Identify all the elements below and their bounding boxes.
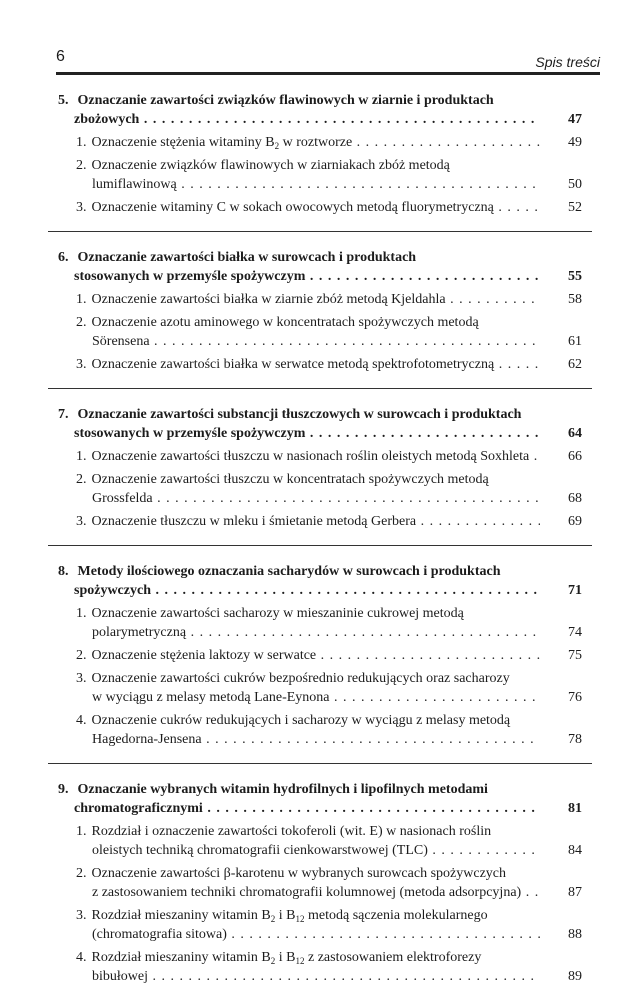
toc-item-line: 2. Oznaczenie zawartości tłuszczu w koncentratach spożywczych metodą xyxy=(76,472,489,487)
toc-item-number: 1. xyxy=(76,135,87,150)
toc-item-page-number: 52 xyxy=(568,200,582,215)
page-header xyxy=(56,44,600,75)
chapter-page-number: 64 xyxy=(568,426,582,441)
chapter-number: 5. xyxy=(58,93,69,108)
toc-item xyxy=(58,646,582,665)
table-of-contents xyxy=(58,91,582,986)
toc-item-line: 3. Oznaczenie tłuszczu w mleku i śmietanie metodą Gerbera . . . xyxy=(76,512,540,531)
toc-item-line: 1. Oznaczenie zawartości sacharozy w mieszaninie cukrowej metodą xyxy=(76,606,464,621)
toc-item-line: 1. Oznaczenie stężenia witaminy $B_2$ w roztworze . . . xyxy=(76,133,540,152)
toc-item xyxy=(58,864,582,902)
chapter-title-line: 7. Oznaczanie zawartości substancji tłuszczowych w surowcach i produktach xyxy=(58,407,522,422)
chapter-title-entry xyxy=(58,780,582,818)
toc-item xyxy=(58,198,582,217)
toc-item-continuation: polarymetryczną . . . xyxy=(76,623,540,642)
toc-item-page-number: 75 xyxy=(568,648,582,663)
toc-item xyxy=(58,355,582,374)
toc-item-page-number: 68 xyxy=(568,491,582,506)
toc-item xyxy=(58,512,582,531)
chapter-title-entry xyxy=(58,405,582,443)
chapter-title-line: 5. Oznaczanie zawartości związków flawinowych w ziarnie i produktach xyxy=(58,93,494,108)
chapter-number: 7. xyxy=(58,407,69,422)
toc-item-continuation: oleistych techniką chromatografii cienkowarstwowej (TLC) . . . xyxy=(76,841,540,860)
toc-item-number: 2. xyxy=(76,648,87,663)
toc-item-line: 2. Oznaczenie zawartości β-karotenu w wybranych surowcach spożywczych xyxy=(76,866,506,881)
toc-item-page-number: 49 xyxy=(568,135,582,150)
subscript: 2 xyxy=(270,914,276,924)
toc-item-continuation: z zastosowaniem techniki chromatografii kolumnowej (metoda adsorpcyjna) . . . xyxy=(76,883,540,902)
chapter-number: 8. xyxy=(58,564,69,579)
toc-item xyxy=(58,948,582,986)
toc-item-page-number: 76 xyxy=(568,690,582,705)
toc-item-number: 1. xyxy=(76,292,87,307)
chapter-title-continuation: stosowanych w przemyśle spożywczym . . . xyxy=(58,424,540,443)
toc-item-number: 4. xyxy=(76,713,87,728)
toc-item-number: 3. xyxy=(76,514,87,529)
toc-item-page-number: 69 xyxy=(568,514,582,529)
toc-item-line: 3. Oznaczenie zawartości cukrów bezpośrednio redukujących oraz sacharozy xyxy=(76,671,510,686)
toc-item-number: 2. xyxy=(76,158,87,173)
chapter-page-number: 47 xyxy=(568,112,582,127)
toc-item-number: 3. xyxy=(76,200,87,215)
toc-item-number: 3. xyxy=(76,908,87,923)
toc-item-line: 1. Rozdział i oznaczenie zawartości tokoferoli (wit. E) w nasionach roślin xyxy=(76,824,492,839)
chapter-divider xyxy=(48,231,592,232)
toc-item-line: 1. Oznaczenie zawartości tłuszczu w nasionach roślin oleistych metodą Soxhleta . . . xyxy=(76,447,540,466)
toc-item-line: 4. Oznaczenie cukrów redukujących i sacharozy w wyciągu z melasy metodą xyxy=(76,713,511,728)
toc-item-line: 3. Oznaczenie witaminy C w sokach owocowych metodą fluorymetryczną . . . xyxy=(76,198,540,217)
toc-chapter xyxy=(58,388,582,531)
toc-item xyxy=(58,156,582,194)
subscript: 12 xyxy=(295,956,305,966)
chapter-divider xyxy=(48,388,592,389)
toc-item-number: 4. xyxy=(76,950,87,965)
toc-item-page-number: 87 xyxy=(568,885,582,900)
toc-item xyxy=(58,604,582,642)
toc-item-page-number: 89 xyxy=(568,969,582,984)
toc-item-continuation: w wyciągu z melasy metodą Lane-Eynona . . . xyxy=(76,688,540,707)
toc-item xyxy=(58,906,582,944)
toc-item-line: 2. Oznaczenie azotu aminowego w koncentratach spożywczych metodą xyxy=(76,315,479,330)
toc-item-number: 1. xyxy=(76,606,87,621)
chapter-title-continuation: spożywczych . . . xyxy=(58,581,540,600)
toc-item-page-number: 58 xyxy=(568,292,582,307)
toc-item-line: 4. Rozdział mieszaniny witamin $B_2$ i $B_{12}$ z zastosowaniem elektroforezy xyxy=(76,950,482,966)
toc-item-number: 2. xyxy=(76,866,87,881)
toc-item xyxy=(58,290,582,309)
toc-item xyxy=(58,447,582,466)
toc-item-line: 3. Rozdział mieszaniny witamin $B_2$ i $B_{12}$ metodą sączenia molekularnego xyxy=(76,908,488,924)
chapter-title-line: 9. Oznaczanie wybranych witamin hydrofilnych i lipofilnych metodami xyxy=(58,782,488,797)
chapter-number: 6. xyxy=(58,250,69,265)
toc-item-continuation: (chromatografia sitowa) . . . xyxy=(76,925,540,944)
toc-item xyxy=(58,669,582,707)
toc-item-page-number: 50 xyxy=(568,177,582,192)
toc-item-line: 2. Oznaczenie stężenia laktozy w serwatce . . . xyxy=(76,646,540,665)
toc-item-number: 1. xyxy=(76,824,87,839)
toc-item-line: 3. Oznaczenie zawartości białka w serwatce metodą spektrofotometryczną . . . xyxy=(76,355,540,374)
toc-item-number: 3. xyxy=(76,671,87,686)
toc-item-number: 2. xyxy=(76,315,87,330)
running-title: Spis treści xyxy=(535,54,600,70)
chapter-title-entry xyxy=(58,562,582,600)
toc-item xyxy=(58,470,582,508)
toc-item-continuation: Hagedorna-Jensena . . . xyxy=(76,730,540,749)
toc-item-continuation: lumiflawinową . . . xyxy=(76,175,540,194)
chapter-title-continuation: stosowanych w przemyśle spożywczym . . . xyxy=(58,267,540,286)
toc-chapter xyxy=(58,91,582,217)
toc-item-number: 2. xyxy=(76,472,87,487)
toc-item-page-number: 78 xyxy=(568,732,582,747)
toc-item-page-number: 74 xyxy=(568,625,582,640)
toc-item-line: 2. Oznaczenie związków flawinowych w ziarniakach zbóż metodą xyxy=(76,158,450,173)
chapter-title-continuation: zbożowych . . . xyxy=(58,110,540,129)
chapter-divider xyxy=(48,763,592,764)
chapter-page-number: 81 xyxy=(568,801,582,816)
chapter-title-entry xyxy=(58,248,582,286)
toc-item-page-number: 66 xyxy=(568,449,582,464)
toc-item xyxy=(58,133,582,152)
toc-item-page-number: 61 xyxy=(568,334,582,349)
toc-item-continuation: bibułowej . . . xyxy=(76,967,540,986)
subscript: 2 xyxy=(274,141,280,151)
toc-chapter xyxy=(58,763,582,986)
chapter-title-entry xyxy=(58,91,582,129)
toc-chapter xyxy=(58,231,582,374)
chapter-number: 9. xyxy=(58,782,69,797)
subscript: 2 xyxy=(270,956,276,966)
toc-item-number: 3. xyxy=(76,357,87,372)
toc-item xyxy=(58,711,582,749)
toc-item-number: 1. xyxy=(76,449,87,464)
toc-item-page-number: 88 xyxy=(568,927,582,942)
chapter-title-line: 6. Oznaczanie zawartości białka w surowcach i produktach xyxy=(58,250,417,265)
chapter-title-continuation: chromatograficznymi . . . xyxy=(58,799,540,818)
chapter-title-line: 8. Metody ilościowego oznaczania sacharydów w surowcach i produktach xyxy=(58,564,501,579)
toc-item-page-number: 62 xyxy=(568,357,582,372)
toc-item xyxy=(58,822,582,860)
chapter-page-number: 55 xyxy=(568,269,582,284)
chapter-divider xyxy=(48,545,592,546)
chapter-page-number: 71 xyxy=(568,583,582,598)
toc-item-line: 1. Oznaczenie zawartości białka w ziarnie zbóż metodą Kjeldahla . . . xyxy=(76,290,540,309)
subscript: 12 xyxy=(295,914,305,924)
toc-item-continuation: Grossfelda . . . xyxy=(76,489,540,508)
toc-chapter xyxy=(58,545,582,749)
toc-item-page-number: 84 xyxy=(568,843,582,858)
toc-item xyxy=(58,313,582,351)
toc-item-continuation: Sörensena . . . xyxy=(76,332,540,351)
page-number: 6 xyxy=(56,48,65,65)
